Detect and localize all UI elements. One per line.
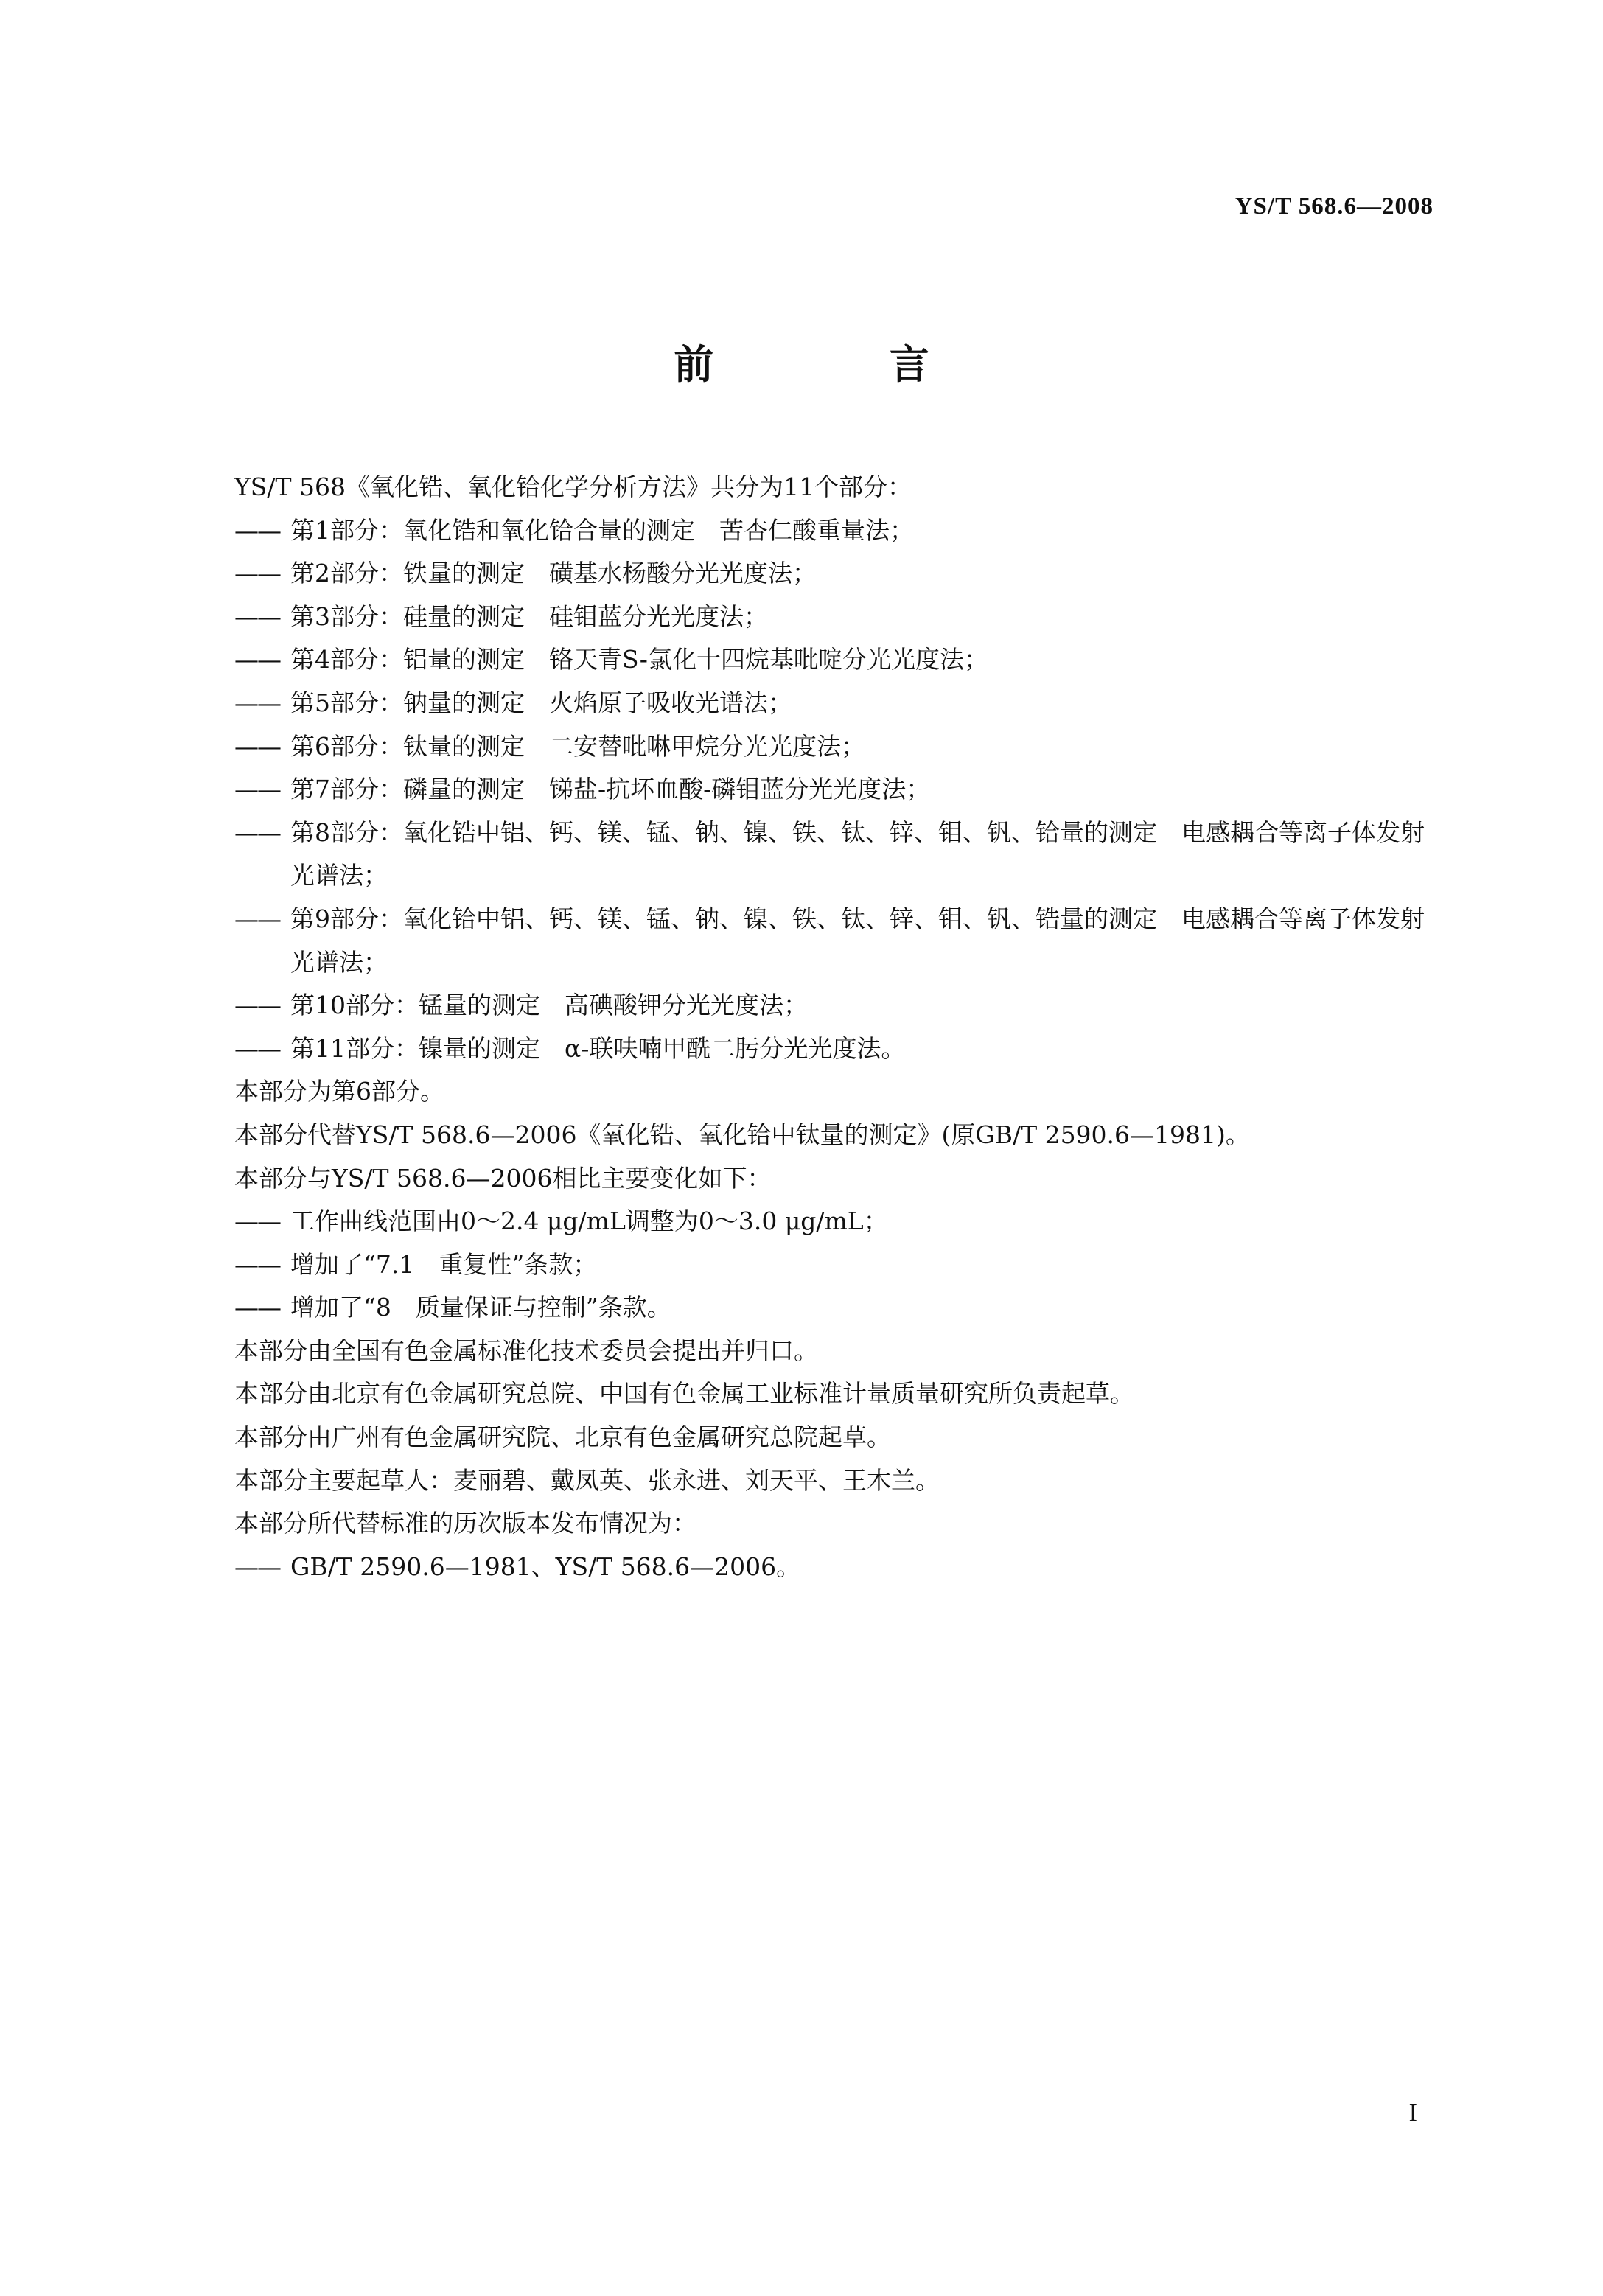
list-item-text: 第10部分：锰量的测定 高碘酸钾分光光度法； (290, 991, 808, 1020)
dash-marker: —— (234, 601, 280, 631)
dash-marker: —— (234, 904, 280, 933)
list-item-text: GB/T 2590.6—1981、YS/T 568.6—2006。 (290, 1552, 801, 1581)
dash-marker: —— (234, 1249, 280, 1279)
replaces-paragraph: 本部分代替YS/T 568.6—2006《氧化锆、氧化铪中钛量的测定》(原GB/T 2590.6—1981)。 (234, 1120, 1250, 1149)
intro-paragraph: YS/T 568《氧化锆、氧化铪化学分析方法》共分为11个部分： (234, 472, 912, 501)
list-item (234, 1027, 1443, 1071)
dash-marker: —— (234, 645, 280, 674)
list-item-text: 增加了“7.1 重复性”条款； (290, 1249, 598, 1279)
list-item-text: 增加了“8 质量保证与控制”条款。 (290, 1293, 671, 1322)
list-item-text: 第4部分：铝量的测定 铬天青S-氯化十四烷基吡啶分光光度法； (290, 645, 988, 674)
responsible-paragraph: 本部分由北京有色金属研究总院、中国有色金属工业标准计量质量研究所负责起草。 (234, 1379, 1134, 1409)
drafters-paragraph: 本部分主要起草人：麦丽碧、戴凤英、张永进、刘天平、王木兰。 (234, 1465, 940, 1495)
list-item (234, 725, 1443, 769)
page-title: 前 言 (674, 341, 1010, 388)
dash-marker: —— (234, 775, 280, 804)
list-item-text: 第1部分：氧化锆和氧化铪合量的测定 苦杏仁酸重量法； (290, 515, 914, 545)
history-intro-paragraph: 本部分所代替标准的历次版本发布情况为： (234, 1509, 696, 1538)
list-item-text: 第6部分：钛量的测定 二安替吡啉甲烷分光光度法； (290, 731, 865, 761)
dash-marker: —— (234, 991, 280, 1020)
dash-marker: —— (234, 688, 280, 717)
list-item-text: 第7部分：磷量的测定 锑盐-抗坏血酸-磷钼蓝分光光度法； (290, 775, 931, 804)
list-item-text: 第2部分：铁量的测定 磺基水杨酸分光光度法； (290, 559, 817, 588)
list-item (234, 898, 1443, 984)
dash-marker: —— (234, 559, 280, 588)
history-list (234, 1546, 1443, 1589)
this-part-paragraph: 本部分为第6部分。 (234, 1077, 444, 1106)
list-item (234, 638, 1443, 682)
dash-marker: —— (234, 1552, 280, 1581)
list-item (234, 552, 1443, 596)
list-item (234, 1546, 1443, 1589)
dash-marker: —— (234, 515, 280, 545)
list-item-text: 第5部分：钠量的测定 火焰原子吸收光谱法； (290, 688, 792, 717)
standard-code: YS/T 568.6—2008 (1234, 193, 1433, 220)
changes-intro-paragraph: 本部分与YS/T 568.6—2006相比主要变化如下： (234, 1163, 772, 1193)
list-item-text: 第11部分：镍量的测定 α-联呋喃甲酰二肟分光光度法。 (290, 1033, 906, 1063)
list-item-text: 工作曲线范围由0～2.4 μg/mL调整为0～3.0 μg/mL； (290, 1207, 888, 1236)
list-item (234, 509, 1443, 553)
dash-marker: —— (234, 1207, 280, 1236)
list-item-text: 第8部分：氧化锆中铝、钙、镁、锰、钠、镍、铁、钛、锌、钼、钒、铪量的测定 电感耦合等离子体发射光谱法； (290, 817, 1425, 890)
list-item (234, 1200, 1443, 1243)
list-item-text: 第9部分：氧化铪中铝、钙、镁、锰、钠、镍、铁、钛、锌、钼、钒、锆量的测定 电感耦合等离子体发射光谱法； (290, 904, 1425, 977)
dash-marker: —— (234, 1033, 280, 1063)
dash-marker: —— (234, 817, 280, 847)
list-item (234, 1286, 1443, 1330)
changes-list (234, 1200, 1443, 1330)
list-item-text: 第3部分：硅量的测定 硅钼蓝分光光度法； (290, 601, 768, 631)
list-item (234, 812, 1443, 898)
dash-marker: —— (234, 731, 280, 761)
list-item (234, 596, 1443, 639)
list-item (234, 768, 1443, 812)
proposed-by-paragraph: 本部分由全国有色金属标准化技术委员会提出并归口。 (234, 1336, 818, 1365)
list-item (234, 984, 1443, 1027)
dash-marker: —— (234, 1293, 280, 1322)
parts-list (234, 509, 1443, 1071)
drafted-by-paragraph: 本部分由广州有色金属研究院、北京有色金属研究总院起草。 (234, 1423, 891, 1452)
document-body (234, 466, 1443, 1588)
list-item (234, 682, 1443, 725)
list-item (234, 1243, 1443, 1287)
page-number: I (1408, 2099, 1417, 2126)
